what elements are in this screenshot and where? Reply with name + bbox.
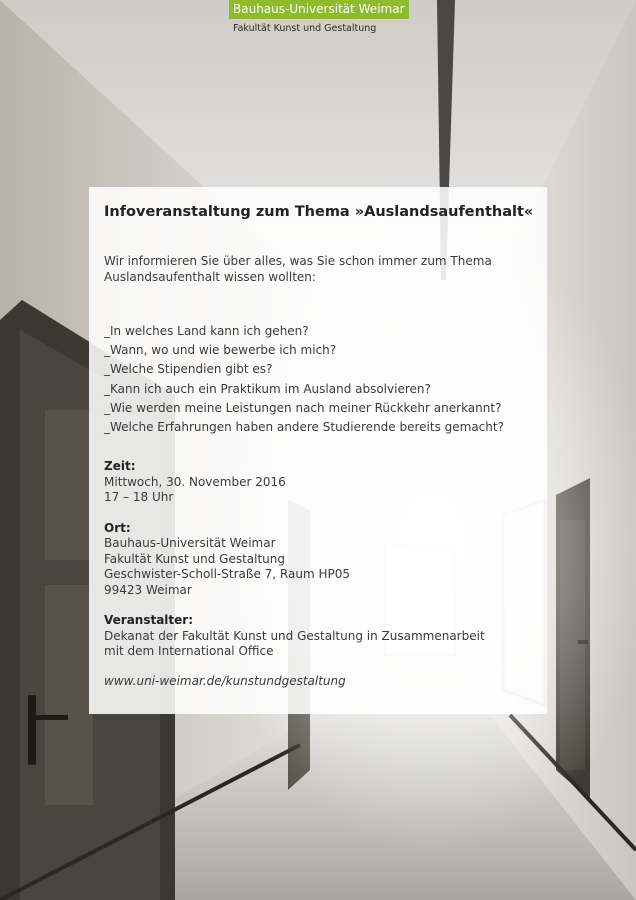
question-list [104, 322, 533, 437]
faculty-name: Fakultät Kunst und Gestaltung [233, 23, 377, 34]
intro-text: Wir informieren Sie über alles, was Sie schon immer zum Thema Auslandsaufenthalt wissen wollten: [104, 254, 492, 284]
organizer-label: Veranstalter: [104, 613, 194, 628]
time-text: 17 – 18 Uhr [104, 490, 174, 505]
organizer-line: mit dem International Office [104, 644, 274, 659]
event-title: Infoveranstaltung zum Thema »Auslandsaufenthalt« [104, 204, 534, 220]
time-section [104, 459, 533, 506]
info-panel [89, 187, 547, 714]
website-link[interactable]: www.uni-weimar.de/kunstundgestaltung [104, 673, 346, 688]
question-item: _Wie werden meine Leistungen nach meiner Rückkehr anerkannt? [104, 400, 502, 415]
organizer-section [104, 613, 533, 660]
question-item: _Welche Stipendien gibt es? [104, 362, 273, 377]
question-item: _Welche Erfahrungen haben andere Studierende bereits gemacht? [104, 420, 504, 435]
time-label: Zeit: [104, 459, 136, 474]
question-item: _Wann, wo und wie bewerbe ich mich? [104, 343, 337, 358]
place-line: Bauhaus-Universität Weimar [104, 536, 276, 551]
place-line: Fakultät Kunst und Gestaltung [104, 551, 286, 566]
question-item: _Kann ich auch ein Praktikum im Ausland absolvieren? [104, 381, 431, 396]
university-logo: Bauhaus-Universität Weimar [229, 0, 409, 19]
place-label: Ort: [104, 520, 131, 535]
question-item: _In welches Land kann ich gehen? [104, 324, 309, 338]
organizer-line: Dekanat der Fakultät Kunst und Gestaltung in Zusammenarbeit [104, 628, 485, 643]
place-section [104, 521, 533, 599]
place-line: Geschwister-Scholl-Straße 7, Raum HP05 [104, 567, 350, 582]
place-line: 99423 Weimar [104, 582, 192, 597]
date-text: Mittwoch, 30. November 2016 [104, 474, 286, 489]
